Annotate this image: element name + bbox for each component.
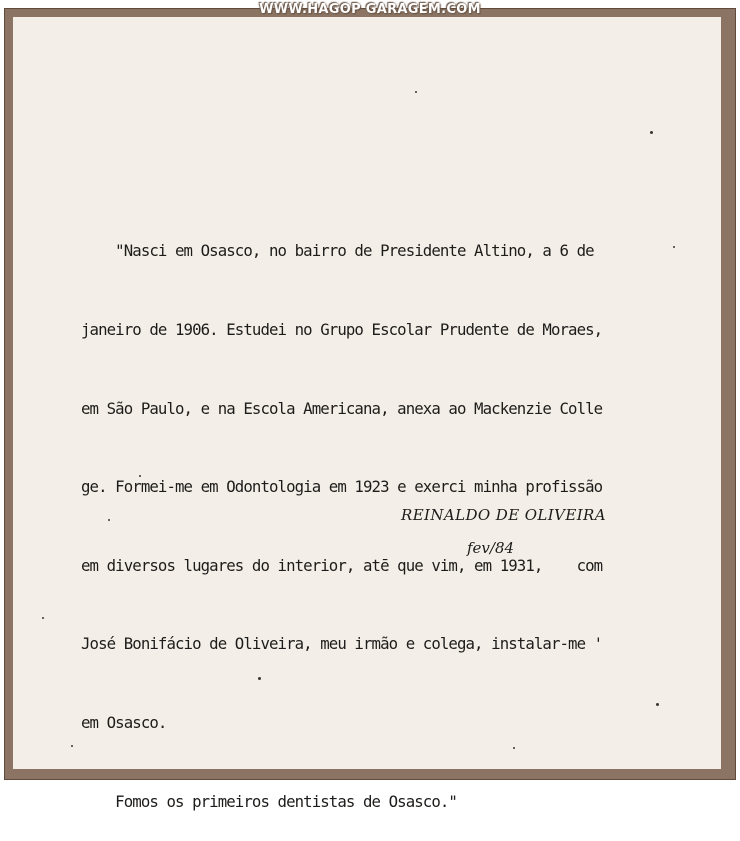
watermark: WWW.HAGOP GARAGEM.COM bbox=[259, 2, 481, 17]
text-line: José Bonifácio de Oliveira, meu irmão e colega, instalar-me ' bbox=[81, 634, 603, 654]
paper-speck bbox=[415, 91, 417, 93]
text-line: "Nasci em Osasco, no bairro de Presidente Altino, a 6 de bbox=[81, 241, 594, 261]
paper-speck bbox=[42, 617, 44, 619]
paper-speck bbox=[673, 246, 675, 248]
text-line: em diversos lugares do interior, atē que vim, em 1931, com bbox=[81, 555, 603, 575]
text-line: ge. Formei-me em Odontologia em 1923 e exerci minha profissão bbox=[81, 477, 603, 497]
text-line: janeiro de 1906. Estudei no Grupo Escolar Prudente de Moraes, bbox=[81, 320, 603, 340]
paper-speck bbox=[71, 745, 73, 747]
text-line: em Osasco. bbox=[81, 713, 167, 733]
text-line: Fomos os primeiros dentistas de Osasco." bbox=[81, 791, 457, 811]
signature-date: fev/84 bbox=[467, 539, 515, 557]
paper-speck bbox=[656, 703, 659, 706]
text-line: em São Paulo, e na Escola Americana, anexa ao Mackenzie Colle bbox=[81, 398, 603, 418]
paper-speck bbox=[650, 131, 653, 134]
author-signature: REINALDO DE OLIVEIRA bbox=[401, 506, 606, 524]
